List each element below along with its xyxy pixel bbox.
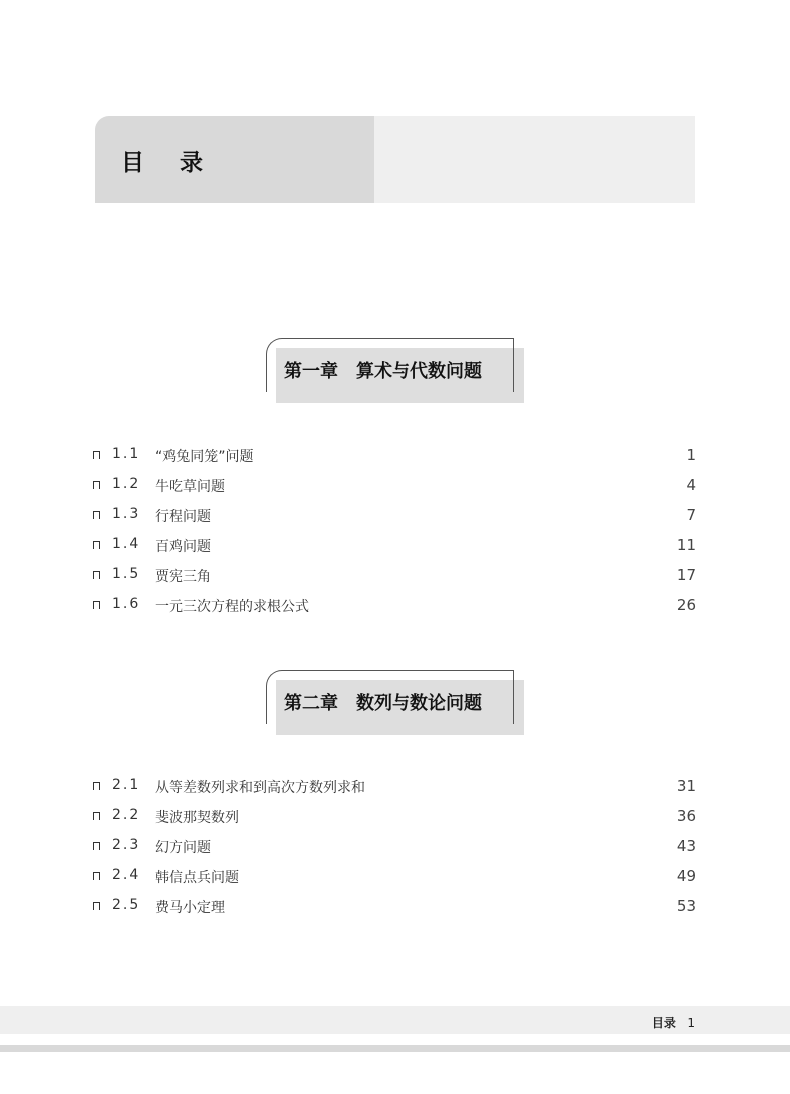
section-number: 1.4	[112, 536, 141, 552]
section-title: 韩信点兵问题	[155, 870, 239, 886]
page-number: 53	[676, 897, 696, 915]
section-number: 2.5	[112, 897, 141, 913]
section-title: 斐波那契数列	[155, 810, 239, 826]
section-number: 1.1	[112, 446, 141, 462]
page-number: 11	[676, 536, 696, 554]
chapter-heading-2[interactable]	[266, 670, 524, 738]
bullet-icon	[93, 481, 100, 489]
page-number: 17	[676, 566, 696, 584]
section-title: 贾宪三角	[155, 569, 211, 585]
bullet-icon	[93, 872, 100, 880]
toc-header-dark-panel	[95, 116, 374, 203]
page-number: 7	[686, 506, 696, 524]
toc-entry[interactable]	[93, 476, 696, 498]
section-number: 2.3	[112, 837, 141, 853]
section-number: 1.3	[112, 506, 141, 522]
toc-entry[interactable]	[93, 837, 696, 859]
page-number: 43	[676, 837, 696, 855]
toc-entry[interactable]	[93, 536, 696, 558]
toc-entry[interactable]	[93, 506, 696, 528]
chapter-title: 第二章 数列与数论问题	[284, 693, 482, 714]
section-title: 费马小定理	[155, 900, 225, 916]
bullet-icon	[93, 902, 100, 910]
toc-header	[95, 116, 695, 203]
section-title: 从等差数列求和到高次方数列求和	[155, 780, 365, 796]
section-number: 2.4	[112, 867, 141, 883]
toc-entry[interactable]	[93, 566, 696, 588]
bullet-icon	[93, 451, 100, 459]
section-number: 2.1	[112, 777, 141, 793]
bullet-icon	[93, 842, 100, 850]
section-number: 1.6	[112, 596, 141, 612]
toc-header-light-panel	[374, 116, 695, 203]
section-title: 行程问题	[155, 509, 211, 525]
page-number: 31	[676, 777, 696, 795]
footer-label: 目录	[651, 1016, 676, 1030]
page-number: 36	[676, 807, 696, 825]
toc-entry[interactable]	[93, 807, 696, 829]
footer-rule	[0, 1045, 790, 1052]
page-number: 26	[676, 596, 696, 614]
bullet-icon	[93, 812, 100, 820]
toc-entry[interactable]	[93, 446, 696, 468]
section-title: 牛吃草问题	[155, 479, 225, 495]
section-number: 1.5	[112, 566, 141, 582]
page-title: 目 录	[121, 150, 218, 176]
bullet-icon	[93, 782, 100, 790]
section-number: 1.2	[112, 476, 141, 492]
footer-page-number: 1	[687, 1016, 695, 1030]
toc-entry[interactable]	[93, 596, 696, 618]
bullet-icon	[93, 511, 100, 519]
bullet-icon	[93, 541, 100, 549]
bullet-icon	[93, 571, 100, 579]
page-number: 49	[676, 867, 696, 885]
section-number: 2.2	[112, 807, 141, 823]
section-title: 一元三次方程的求根公式	[155, 599, 309, 615]
bullet-icon	[93, 601, 100, 609]
toc-entry[interactable]	[93, 777, 696, 799]
section-title: 百鸡问题	[155, 539, 211, 555]
page-number: 4	[686, 476, 696, 494]
section-title: “鸡兔同笼”问题	[155, 449, 254, 465]
section-title: 幻方问题	[155, 840, 211, 856]
footer	[652, 1014, 695, 1031]
toc-entry[interactable]	[93, 867, 696, 889]
page-number: 1	[686, 446, 696, 464]
toc-entry[interactable]	[93, 897, 696, 919]
chapter-heading-1[interactable]	[266, 338, 524, 406]
chapter-title: 第一章 算术与代数问题	[284, 361, 482, 382]
